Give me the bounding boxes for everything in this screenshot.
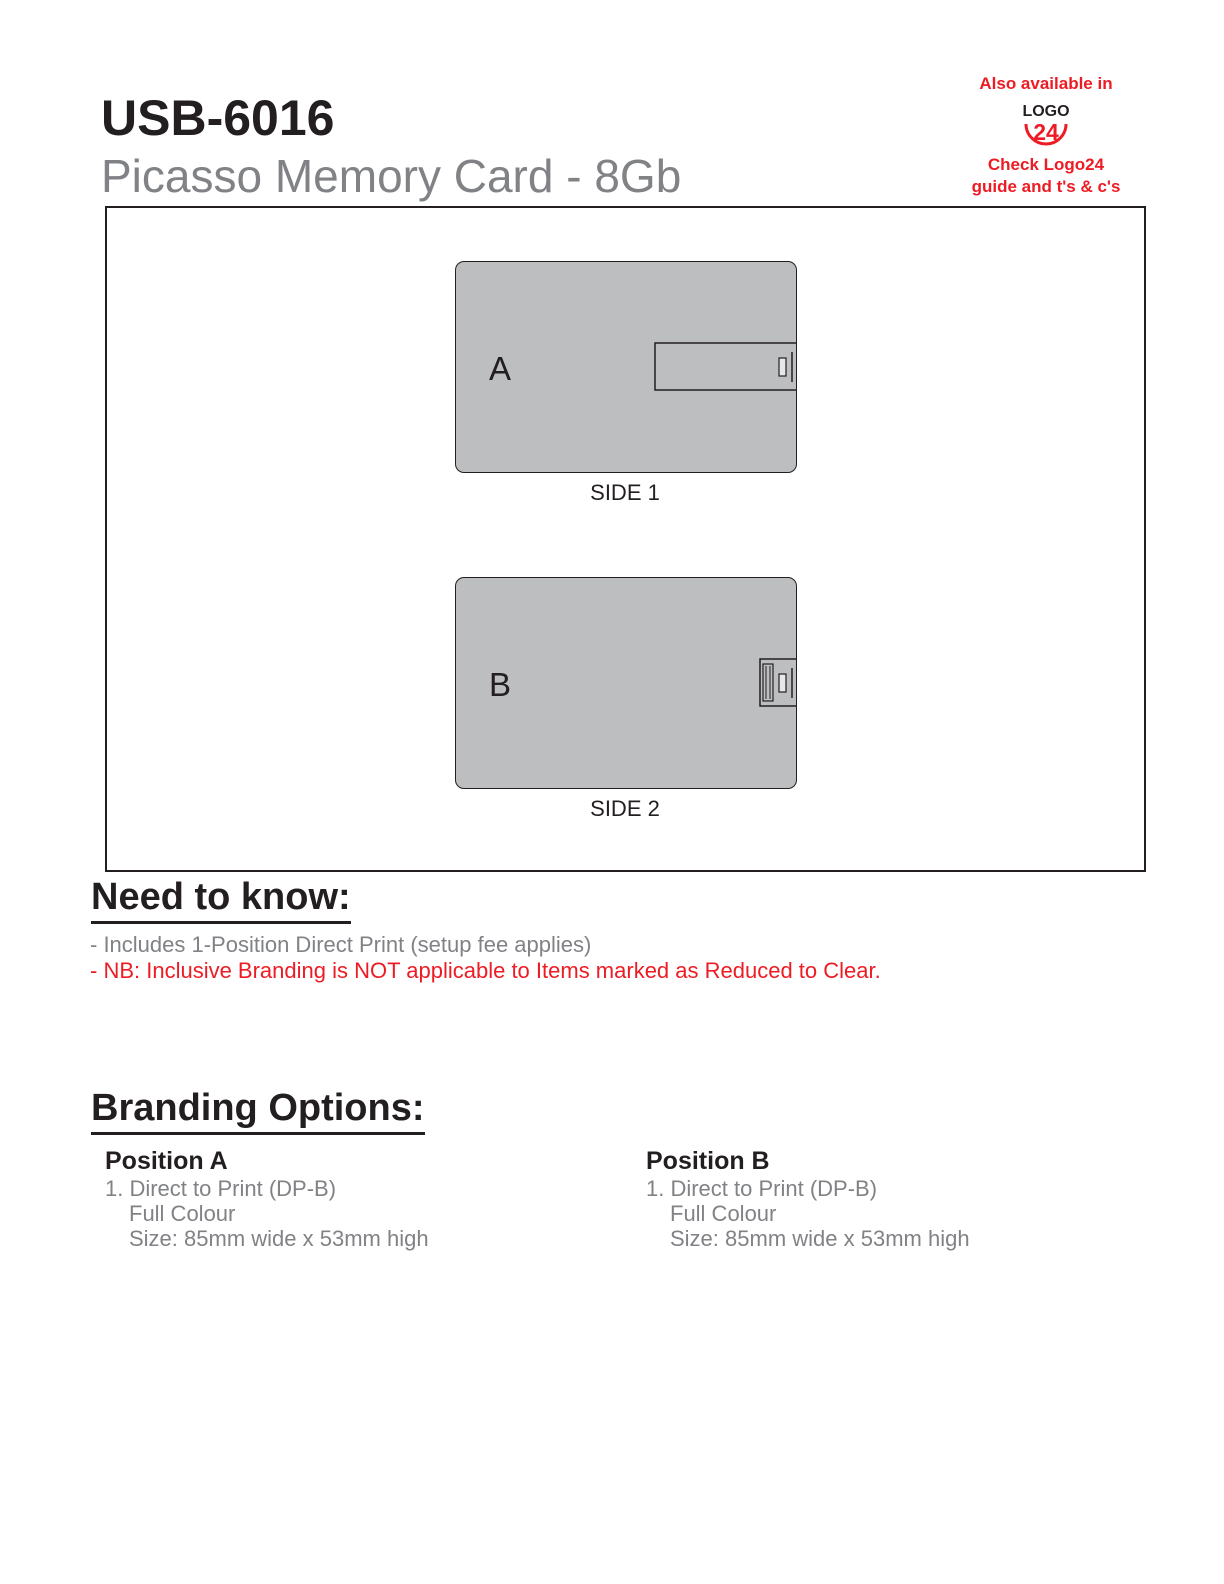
logo24-icon — [1016, 96, 1076, 154]
position-colour: Full Colour — [670, 1201, 777, 1226]
usb-slider-tab-icon — [759, 658, 796, 708]
position-method: 1. Direct to Print (DP-B) — [105, 1176, 337, 1201]
card-side-2 — [455, 577, 797, 789]
position-method: 1. Direct to Print (DP-B) — [646, 1176, 878, 1201]
logo24-bottom-text-1: Check Logo24 — [987, 155, 1105, 174]
need-to-know-heading: Need to know: — [91, 875, 351, 924]
card-side-1 — [455, 261, 797, 473]
usb-slider-closed-icon — [654, 342, 796, 392]
logo24-word: LOGO — [1022, 103, 1070, 120]
product-name: Picasso Memory Card - 8Gb — [101, 150, 682, 202]
branding-position-letter-a: A — [489, 350, 512, 387]
logo24-number: 24 — [1033, 119, 1059, 145]
position-size: Size: 85mm wide x 53mm high — [129, 1226, 429, 1251]
logo24-badge — [948, 72, 1144, 202]
position-title: Position B — [646, 1147, 770, 1175]
position-title: Position A — [105, 1147, 228, 1175]
product-code: USB-6016 — [101, 90, 335, 146]
branding-position-letter-b: B — [489, 666, 512, 703]
product-diagram-frame — [105, 206, 1146, 872]
need-to-know-warning: - NB: Inclusive Branding is NOT applicable to Items marked as Reduced to Clear. — [90, 958, 881, 983]
branding-options-heading: Branding Options: — [91, 1086, 425, 1135]
need-to-know-note: - Includes 1-Position Direct Print (setup fee applies) — [90, 932, 592, 957]
branding-position-a — [105, 1146, 525, 1251]
position-size: Size: 85mm wide x 53mm high — [670, 1226, 970, 1251]
logo24-bottom-text-2: guide and t's & c's — [971, 177, 1121, 196]
side-2-label: SIDE 2 — [590, 796, 660, 821]
branding-position-b — [646, 1146, 1066, 1251]
logo24-top-text: Also available in — [979, 74, 1113, 93]
position-colour: Full Colour — [129, 1201, 236, 1226]
side-1-label: SIDE 1 — [590, 480, 660, 505]
